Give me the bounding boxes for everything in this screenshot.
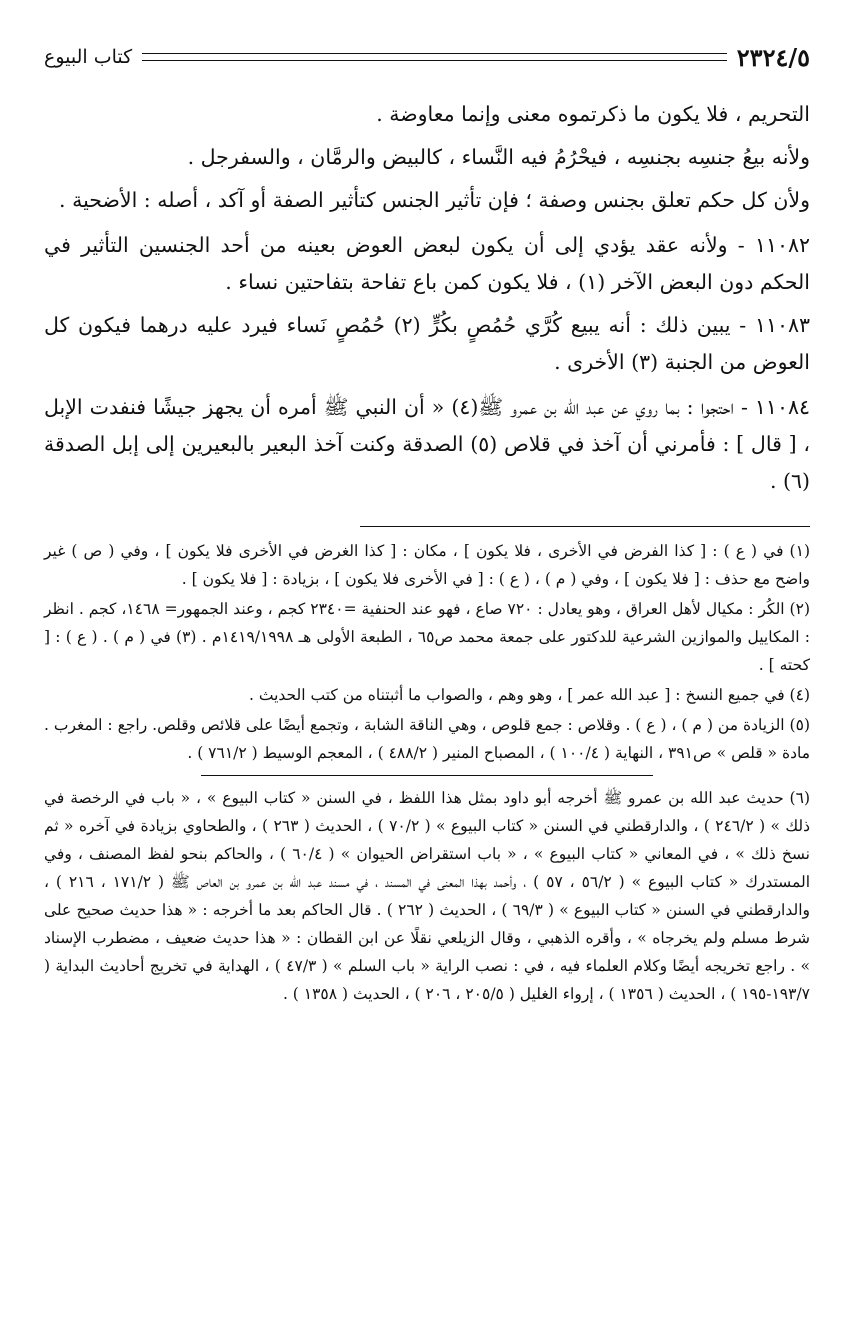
footnote-separator [360, 526, 810, 527]
page-header [44, 40, 810, 74]
paragraph: ولأنه بيعُ جنسِه بجنسِه ، فيحْرُمُ فيه النَّساء ، كالبيض والرمَّان ، والسفرجل . [187, 145, 810, 169]
paragraph-11082: ١١٠٨٢ - ولأنه عقد يؤدي إلى أن يكون لبعض العوض بعينه من أحد الجنسين التأثير في الحكم دون البعض الآخر (١) ، فلا يكون كمن باع تفاحة بتفاحتين نساء . [44, 233, 810, 294]
paragraph-11084: ١١٠٨٤ - احتجوا : بما روي عن عبد الله بن عمرو ﷺ(٤) « أن النبي ﷺ أمره أن يجهز جيشًا فنفدت الإبل ، [ قال ] : فأمرني أن آخذ في قلاص (٥) الصدقة وكنت آخذ البعير بالبعيرين إلى إبل الصدقة (٦) . [44, 395, 810, 493]
page-number: ٢٣٢٤/٥ [736, 42, 810, 72]
footnote-6: (٦) حديث عبد الله بن عمرو ﷺ أخرجه أبو داود بمثل هذا اللفظ ، في السنن « كتاب البيوع » ، « باب في الرخصة في ذلك » ( ٢٤٦/٢ ) ، والدارقطني في السنن « كتاب البيوع » ( ٧٠/٢ ) ، الحديث ( ٢٦٣ ) ، والطحاوي بزيادة في آخره « ثم نسخ ذلك » ، في المعاني « كتاب البيوع » ، « باب استقراض الحيوان » ( ٦٠/٤ ) ، والحاكم بنحو لفظ المصنف ، وفي المستدرك « كتاب البيوع » ( ٥٦/٢ ، ٥٧ ) ، وأحمد بهذا المعنى في المسند ، في مسند عبد الله بن عمرو بن العاص ﷺ ( ١٧١/٢ ، ٢١٦ ) ، والدارقطني في السنن « كتاب البيوع » ( ٦٩/٣ ) ، الحديث ( ٢٦٢ ) . قال الحاكم بعد ما أخرجه : « هذا حديث صحيح على شرط مسلم ولم يخرجاه » ، وأقره الذهبي ، وقال الزيلعي نقلًا عن ابن القطان : « هذا حديث ضعيف ، مضطرب الإسناد » . راجع تخريجه أيضًا وكلام العلماء فيه ، في : نصب الراية « باب السلم » ( ٤٧/٣ ) ، الهداية في تخريج أحاديث البداية ( ١٩٣/٧-١٩٥ ) ، الحديث ( ١٣٥٦ ) ، إرواء الغليل ( ٢٠٥/٥ ، ٢٠٦ ) ، الحديث ( ١٣٥٨ ) . [44, 789, 811, 1003]
footnotes [44, 537, 810, 1008]
footnote-4: (٤) في جميع النسخ : [ عبد الله عمر ] ، وهو وهم ، والصواب ما أثبتناه من كتب الحديث . [249, 686, 810, 704]
main-text [44, 96, 810, 500]
footnote-divider [201, 775, 653, 776]
footnote-5: (٥) الزيادة من ( م ) ، ( ع ) . وقلاص : جمع قلوص ، وهي الناقة الشابة ، وتجمع أيضًا على قلائص وقلص. راجع : المغرب . مادة « قلص » ص٣٩١ ، النهاية ( ١٠٠/٤ ) ، المصباح المنير ( ٤٨٨/٢ ) ، المعجم الوسيط ( ٧٦١/٢ ) . [44, 716, 810, 762]
paragraph: التحريم ، فلا يكون ما ذكرتموه معنى وإنما معاوضة . [376, 102, 810, 126]
paragraph-11083: ١١٠٨٣ - يبين ذلك : أنه يبيع كُرَّي حُمُصٍ بكُرٍّ (٢) حُمُصٍ نَساء فيرد عليه درهما فيكون كل العوض من الجنبة (٣) الأخرى . [44, 313, 810, 374]
paragraph: ولأن كل حكم تعلق بجنس وصفة ؛ فإن تأثير الجنس كتأثير الصفة أو آكد ، أصله : الأضحية . [59, 188, 810, 212]
footnote-2-3: (٢) الكُر : مكيال لأهل العراق ، وهو يعادل : ٧٢٠ صاع ، فهو عند الحنفية =٢٣٤٠ كجم ، وعند الجمهور= ١٤٦٨، كجم . انظر : المكاييل والموازين الشرعية للدكتور على جمعة محمد ص٦٥ ، الطبعة الأولى هـ ١٤١٩/١٩٩٨م . (٣) في ( م ) . ( ع ) : [ كحته ] . [44, 600, 810, 674]
header-rule [142, 53, 727, 61]
footnote-1: (١) في ( ع ) : [ كذا الفرض في الأخرى ، فلا يكون ] ، مكان : [ كذا الغرض في الأخرى فلا يكون ] ، وفي ( ص ) غير واضح مع حذف : [ فلا يكون ] ، وفي ( م ) ، ( ع ) : [ في الأخرى فلا يكون ] ، بزيادة : [ فلا يكون ] . [44, 542, 810, 588]
book-title: كتاب البيوع [44, 46, 133, 68]
